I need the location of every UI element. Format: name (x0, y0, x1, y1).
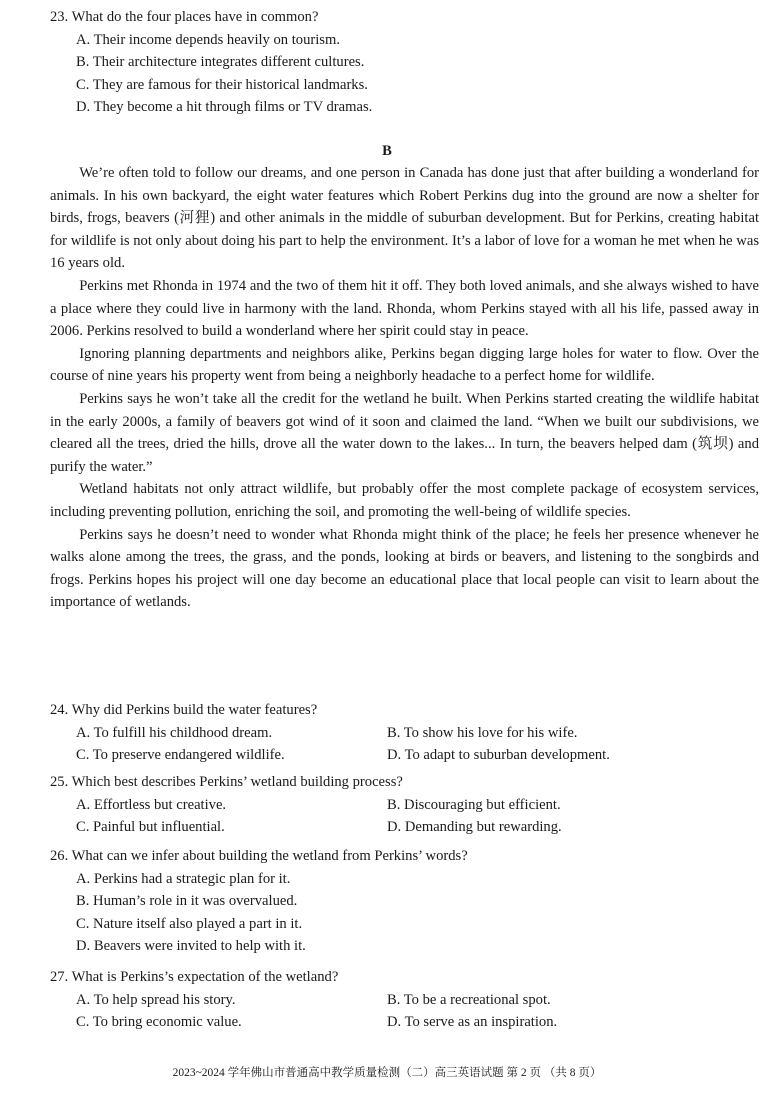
question-24 (50, 699, 762, 767)
page-footer: 2023~2024 学年佛山市普通高中教学质量检测（二）高三英语试题 第 2 页 （共 8 页） (172, 1067, 602, 1079)
option-a: A. Effortless but creative. (76, 796, 227, 813)
question-23 (50, 6, 762, 119)
option-c: C. To bring economic value. (76, 1014, 242, 1031)
option-a: A. To help spread his story. (76, 991, 236, 1008)
option-d: D. They become a hit through films or TV dramas. (76, 99, 373, 116)
question-stem: 26. What can we infer about building the wetland from Perkins’ words? (50, 848, 468, 864)
passage-paragraph: We’re often told to follow our dreams, and one person in Canada has done just that after building a wonderland for animals. In his own backyard, the eight water features which Robert Perkins dug into the ground are now a shelter for birds, frogs, beavers (河狸) and other animals in the middle of suburban development. But for Perkins, creating habitat for wildlife is not only about doing his part to help the environment. It’s a labor of love for a woman he met when he was 16 years old. (50, 165, 759, 272)
option-c: C. To preserve endangered wildlife. (76, 747, 285, 764)
passage-paragraph: Ignoring planning departments and neighbors alike, Perkins began digging large holes for water to flow. Over the course of nine years his property went from being a neighborly headache to a perfect home for wildlife. (50, 345, 759, 385)
passage-paragraph: Perkins met Rhonda in 1974 and the two of them hit it off. They both loved animals, and she always wished to have a place where they could live in harmony with the land. Rhonda, whom Perkins stayed with all his life, passed away in 2006. Perkins resolved to build a wonderland where her spirit could stay in peace. (50, 277, 759, 340)
option-b: B. Discouraging but efficient. (387, 796, 561, 813)
option-c: C. They are famous for their historical landmarks. (76, 76, 368, 93)
option-d: D. Beavers were invited to help with it. (76, 938, 306, 955)
question-25 (50, 771, 762, 839)
option-b: B. Human’s role in it was overvalued. (76, 893, 298, 910)
option-b: B. To be a recreational spot. (387, 991, 551, 1008)
question-stem: 27. What is Perkins’s expectation of the wetland? (50, 969, 339, 985)
option-b: B. Their architecture integrates different cultures. (76, 54, 365, 71)
option-b: B. To show his love for his wife. (387, 724, 578, 741)
question-27 (50, 966, 762, 1034)
section-title: B (382, 143, 392, 159)
passage-paragraph: Wetland habitats not only attract wildlife, but probably offer the most complete package of ecosystem services, including preventing pollution, enriching the soil, and promoting the well-being of wildlife species. (50, 481, 759, 520)
option-a: A. Perkins had a strategic plan for it. (76, 870, 291, 887)
reading-passage (50, 162, 759, 614)
question-stem: 24. Why did Perkins build the water features? (50, 702, 318, 718)
question-stem: 23. What do the four places have in common? (50, 9, 319, 25)
question-26 (50, 845, 762, 958)
option-c: C. Nature itself also played a part in it. (76, 915, 303, 932)
option-a: A. Their income depends heavily on tourism. (76, 31, 340, 48)
option-c: C. Painful but influential. (76, 819, 225, 836)
question-stem: 25. Which best describes Perkins’ wetland building process? (50, 774, 403, 790)
option-d: D. Demanding but rewarding. (387, 819, 562, 836)
option-d: D. To adapt to suburban development. (387, 747, 610, 764)
passage-paragraph: Perkins says he won’t take all the credit for the wetland he built. When Perkins started creating the wildlife habitat in the early 2000s, a family of beavers got wind of it soon and claimed the land. “When we built our subdivisions, we cleared all the trees, dried the hills, drove all the water down to the lakes... In turn, the beavers helped dam (筑坝) and purify the water.” (50, 390, 759, 475)
option-d: D. To serve as an inspiration. (387, 1014, 558, 1031)
option-a: A. To fulfill his childhood dream. (76, 724, 273, 741)
passage-paragraph: Perkins says he doesn’t need to wonder what Rhonda might think of the place; he feels her presence whenever he walks alone among the trees, the grass, and the ponds, looking at birds or beavers, and listening to the songbirds and frogs. Perkins hopes his project will one day become an educational place that local people can visit to learn about the importance of wetlands. (50, 526, 759, 611)
